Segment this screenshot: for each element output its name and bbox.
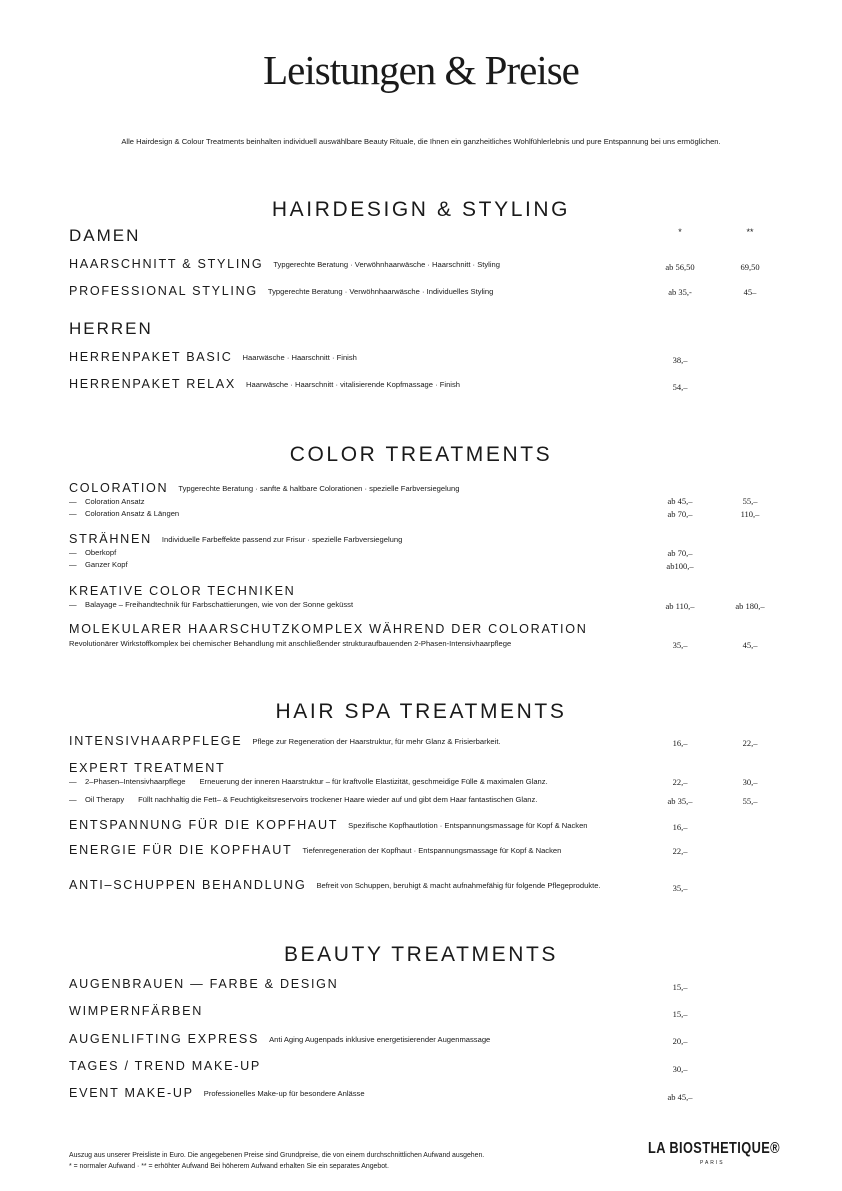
footer-line-2: * = normaler Aufwand · ** = erhöhter Aufwand Bei höherem Aufwand erhalten Sie ein separates Angebot. <box>69 1163 389 1170</box>
price-normal: 16,– <box>672 822 688 832</box>
price-normal: ab 110,– <box>665 601 695 611</box>
price-extra: 110,– <box>740 509 760 519</box>
price-normal: 35,– <box>672 640 688 650</box>
sub-service-coloration-laengen: — Coloration Ansatz & Längen <box>69 509 180 518</box>
service-herrenpaket-relax: HERRENPAKET RELAX Haarwäsche · Haarschnitt · vitalisierende Kopfmassage · Finish <box>69 377 460 391</box>
sub-service-coloration-ansatz: — Coloration Ansatz <box>69 497 145 506</box>
brand-logo: LA BIOSTHETIQUE® <box>648 1140 780 1157</box>
price-normal: ab 45,– <box>667 496 693 506</box>
price-normal: ab 45,– <box>667 1092 693 1102</box>
service-molekular-desc: Revolutionärer Wirkstoffkomplex bei chemischer Behandlung mit anschließender strukturaufbauenden 2-Phasen-Intensivhaarpflege <box>69 639 512 648</box>
price-normal: ab 70,– <box>667 509 693 519</box>
service-molekular: MOLEKULARER HAARSCHUTZKOMPLEX WÄHREND DER COLORATION <box>69 622 588 636</box>
price-normal: 16,– <box>672 738 688 748</box>
sub-service-ganzer-kopf: — Ganzer Kopf <box>69 560 128 569</box>
price-normal: ab 56,50 <box>665 262 695 272</box>
price-normal: 15,– <box>672 1009 688 1019</box>
service-professional-styling: PROFESSIONAL STYLING Typgerechte Beratung · Verwöhnhaarwäsche · Individuelles Styling <box>69 284 494 298</box>
price-normal: 15,– <box>672 982 688 992</box>
service-wimpernfaerben: WIMPERNFÄRBEN <box>69 1004 204 1018</box>
group-heading-damen: DAMEN <box>69 226 141 245</box>
price-extra: 45– <box>743 287 757 297</box>
intro-text: Alle Hairdesign & Colour Treatments beinhalten individuell auswählbare Beauty Rituale, die Ihnen ein ganzheitliches Wohlfühlerlebnis und pure Entspannung bei uns ermöglichen. <box>121 137 721 146</box>
footer-note <box>69 1150 484 1172</box>
service-energie-kopfhaut: ENERGIE FÜR DIE KOPFHAUT Tiefenregeneration der Kopfhaut · Entspannungsmassage für Kopf & Nacken <box>69 843 562 857</box>
price-normal: 38,– <box>672 355 688 365</box>
section-heading-beauty: BEAUTY TREATMENTS <box>283 943 559 966</box>
service-haarschnitt: HAARSCHNITT & STYLING Typgerechte Beratung · Verwöhnhaarwäsche · Haarschnitt · Styling <box>69 257 500 271</box>
price-normal: 20,– <box>672 1036 688 1046</box>
price-extra: 22,– <box>742 738 758 748</box>
service-coloration: COLORATION Typgerechte Beratung · sanfte & haltbare Colorationen · spezielle Farbversiegelung <box>69 481 460 495</box>
price-normal: 22,– <box>672 777 688 787</box>
sub-service-oberkopf: — Oberkopf <box>69 548 117 557</box>
price-normal: ab 35,- <box>668 287 692 297</box>
service-kreative-color: KREATIVE COLOR TECHNIKEN <box>69 584 296 598</box>
sub-service-balayage: — Balayage – Freihandtechnik für Farbschattierungen, wie von der Sonne geküsst <box>69 600 354 609</box>
service-herrenpaket-basic: HERRENPAKET BASIC Haarwäsche · Haarschnitt · Finish <box>69 350 357 364</box>
service-expert-treatment: EXPERT TREATMENT <box>69 761 226 775</box>
service-entspannung-kopfhaut: ENTSPANNUNG FÜR DIE KOPFHAUT Spezifische Kopfhautlotion · Entspannungsmassage für Kopf & Nacken <box>69 818 588 832</box>
price-normal: ab100,– <box>666 561 694 571</box>
service-tages-make-up: TAGES / TREND MAKE-UP <box>69 1059 261 1073</box>
price-normal: 30,– <box>672 1064 688 1074</box>
price-column-marker-normal: * <box>678 227 682 237</box>
price-normal: ab 70,– <box>667 548 693 558</box>
price-normal: ab 35,– <box>667 796 693 806</box>
price-column-marker-extra: ** <box>746 227 754 237</box>
sub-service-oil-therapy: — Oil Therapy Füllt nachhaltig die Fett– & Feuchtigkeitsreservoirs trockener Haare wieder auf und gibt dem Haar fantastischen Glanz. <box>69 795 538 804</box>
sub-service-2-phasen: — 2–Phasen–Intensivhaarpflege Erneuerung der inneren Haarstruktur – für kraftvolle Elastizität, geschmeidige Fülle & maximalen Glanz. <box>69 777 548 786</box>
service-straehnen: STRÄHNEN Individuelle Farbeffekte passend zur Frisur · spezielle Farbversiegelung <box>69 532 403 546</box>
service-event-make-up: EVENT MAKE-UP Professionelles Make-up für besondere Anlässe <box>69 1086 365 1100</box>
service-augenbrauen: AUGENBRAUEN — FARBE & DESIGN <box>69 977 339 991</box>
price-extra: 55,– <box>742 796 758 806</box>
service-intensivhaarpflege: INTENSIVHAARPFLEGE Pflege zur Regeneration der Haarstruktur, für mehr Glanz & Frisierbarkeit. <box>69 734 501 748</box>
page-title: Leistungen & Preise <box>263 47 579 93</box>
section-heading-color: COLOR TREATMENTS <box>289 443 553 466</box>
price-extra: 30,– <box>742 777 758 787</box>
price-extra: ab 180,– <box>735 601 765 611</box>
service-augenlifting: AUGENLIFTING EXPRESS Anti Aging Augenpads inklusive energetisierender Augenmassage <box>69 1032 491 1046</box>
footer-line-1: Auszug aus unserer Preisliste in Euro. Die angegebenen Preise sind Grundpreise, die von einem durchschnittlichen Aufwand ausgehen. <box>69 1152 485 1159</box>
price-extra: 55,– <box>742 496 758 506</box>
price-normal: 22,– <box>672 846 688 856</box>
price-normal: 35,– <box>672 883 688 893</box>
group-heading-herren: HERREN <box>69 319 153 338</box>
section-heading-hairdesign: HAIRDESIGN & STYLING <box>271 198 571 221</box>
price-normal: 54,– <box>672 382 688 392</box>
service-anti-schuppen: ANTI–SCHUPPEN BEHANDLUNG Befreit von Schuppen, beruhigt & macht aufnahmefähig für folgende Pflegeprodukte. <box>69 878 601 892</box>
price-extra: 69,50 <box>740 262 760 272</box>
brand-logo-city: PARIS <box>700 1160 725 1166</box>
price-extra: 45,– <box>742 640 758 650</box>
section-heading-hair-spa: HAIR SPA TREATMENTS <box>275 700 567 723</box>
